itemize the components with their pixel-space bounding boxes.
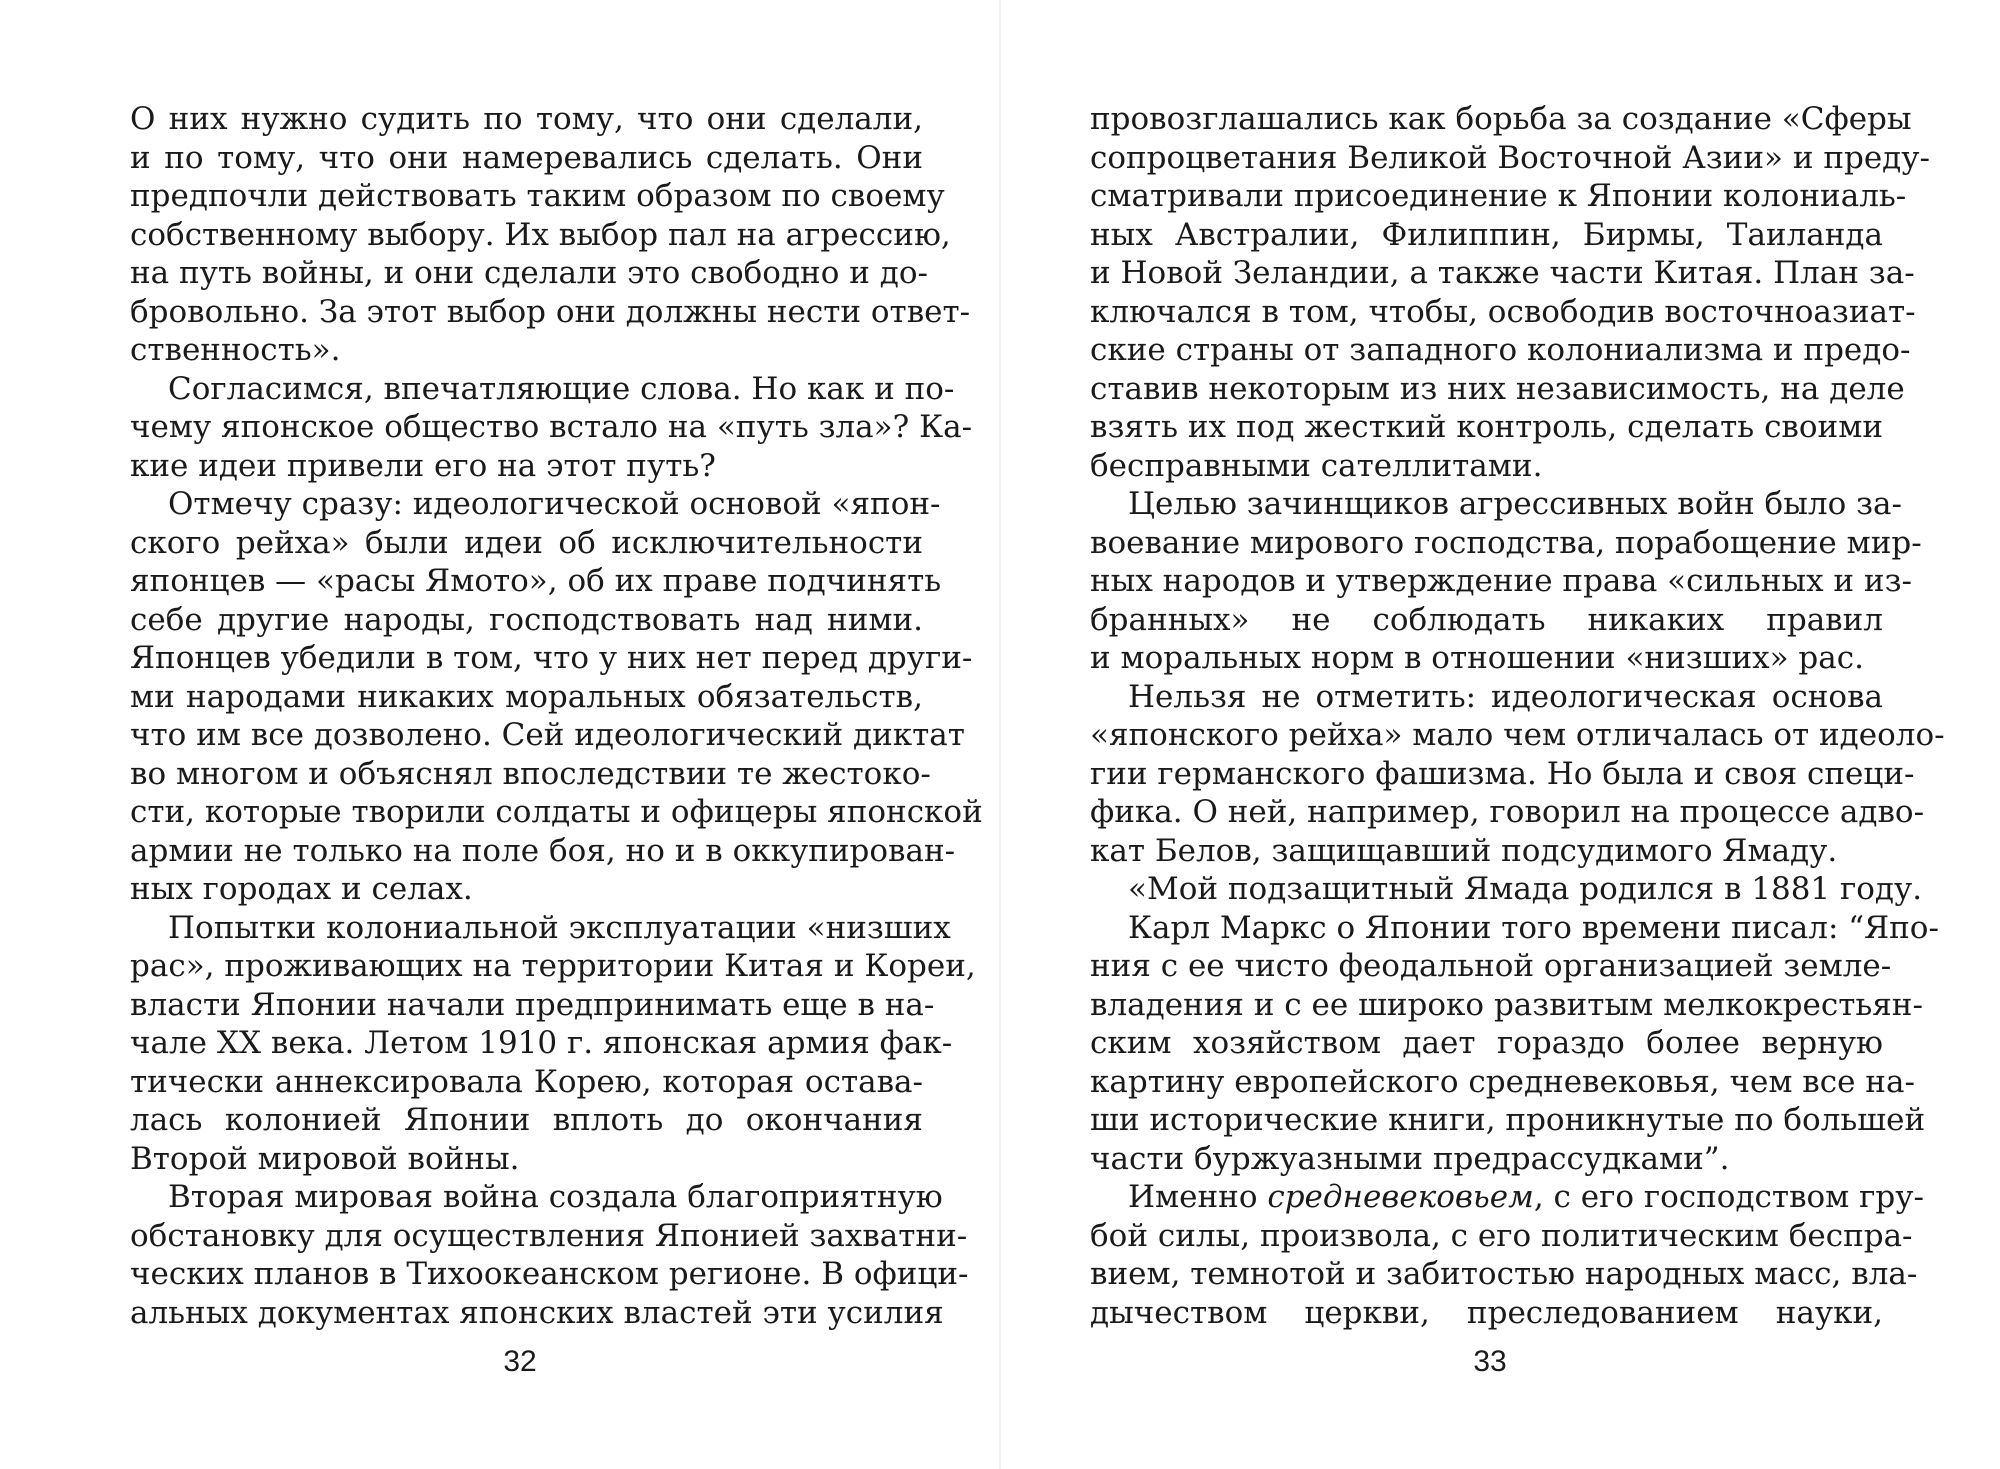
text-line: Отмечу сразу: идеологической основой «япон-	[168, 486, 941, 522]
text-line: тически аннексировала Корею, которая остава-	[130, 1063, 923, 1100]
text-line: вием, темнотой и забитостью народных масс, вла-	[1090, 1256, 1918, 1292]
text-line: Второй мировой войны.	[130, 1140, 520, 1177]
text-line: сопроцветания Великой Восточной Азии» и преду-	[1090, 139, 1930, 176]
text-line: кат Белов, защищавший подсудимого Ямаду.	[1090, 832, 1838, 869]
text-line: ши исторические книги, проникнутые по большей	[1090, 1102, 1926, 1138]
text-line: что им все дозволено. Сей идеологический диктат	[130, 717, 965, 753]
text-line: лась колонией Японии вплоть до окончания	[130, 1102, 923, 1138]
text-line: альных документах японских властей эти усилия	[130, 1294, 944, 1331]
text-line: гии германского фашизма. Но была и своя специ-	[1090, 755, 1915, 792]
text-fragment: , с его господством гру-	[1533, 1179, 1924, 1215]
text-line: чале XX века. Летом 1910 г. японская армия фак-	[130, 1025, 953, 1061]
text-line	[1090, 1178, 1924, 1217]
text-line: сматривали присоединение к Японии колониаль-	[1090, 178, 1907, 214]
text-line: власти Японии начали предпринимать еще в на-	[130, 986, 935, 1023]
text-line: и по тому, что они намеревались сделать. Они	[130, 139, 923, 176]
italic-emphasis: средневековьем	[1267, 1179, 1534, 1215]
text-line: части буржуазными предрассудками”.	[1090, 1140, 1730, 1177]
text-line: ния с ее чисто феодальной организацией земле-	[1090, 948, 1892, 984]
text-fragment: Именно	[1128, 1179, 1258, 1215]
text-line: ские страны от западного колониализма и предо-	[1090, 332, 1911, 368]
text-line: Попытки колониальной эксплуатации «низших	[168, 909, 951, 946]
text-line: Согласимся, впечатляющие слова. Но как и по-	[168, 370, 955, 407]
text-line: Карл Маркс о Японии того времени писал: “Япо-	[1128, 909, 1939, 946]
text-line: «Мой подзащитный Ямада родился в 1881 году.	[1128, 871, 1923, 907]
text-line: провозглашались как борьба за создание «Сферы	[1090, 101, 1912, 137]
text-line: себе другие народы, господствовать над ними.	[130, 601, 923, 638]
text-line: бровольно. За этот выбор они должны нести ответ-	[130, 293, 971, 330]
left-page	[130, 100, 983, 1378]
text-line: и моральных норм в отношении «низших» рас.	[1090, 640, 1864, 676]
text-line: Нельзя не отметить: идеологическая основа	[1128, 678, 1883, 715]
text-line: ственность».	[130, 332, 341, 368]
page-number: 33	[1473, 1345, 1507, 1378]
text-line: чему японское общество встало на «путь зла»? Ка-	[130, 409, 973, 445]
text-line: армии не только на поле боя, но и в оккупирован-	[130, 832, 956, 869]
text-line: японцев — «расы Ямото», об их праве подчинять	[130, 563, 942, 599]
page-number: 32	[503, 1345, 537, 1378]
text-line: предпочли действовать таким образом по своему	[130, 178, 945, 214]
text-line: фика. О ней, например, говорил на процессе адво-	[1090, 794, 1925, 830]
text-line: Вторая мировая война создала благоприятную	[168, 1179, 943, 1215]
right-page-text	[1090, 100, 1945, 1331]
right-page	[1090, 100, 1945, 1378]
text-line: кие идеи привели его на этот путь?	[130, 447, 716, 484]
text-line: ных городах и селах.	[130, 871, 473, 907]
text-line: воевание мирового господства, порабощение мир-	[1090, 524, 1922, 561]
text-line: ским хозяйством дает гораздо более верную	[1090, 1025, 1883, 1061]
text-line: ных народов и утверждение права «сильных и из-	[1090, 563, 1912, 599]
text-line: ского рейха» были идеи об исключительности	[130, 524, 923, 561]
text-line: собственному выбору. Их выбор пал на агрессию,	[130, 216, 951, 253]
text-line: взять их под жесткий контроль, сделать своими	[1090, 409, 1883, 445]
text-line: и Новой Зеландии, а также части Китая. План за-	[1090, 255, 1915, 291]
text-line: ных Австралии, Филиппин, Бирмы, Таиланда	[1090, 216, 1883, 253]
text-line: бранных» не соблюдать никаких правил	[1090, 601, 1883, 638]
text-line: картину европейского средневековья, чем все на-	[1090, 1063, 1915, 1100]
book-gutter	[999, 0, 1001, 1469]
text-line: О них нужно судить по тому, что они сделали,	[130, 101, 923, 137]
text-line: сти, которые творили солдаты и офицеры японской	[130, 794, 983, 830]
text-line: дычеством церкви, преследованием науки,	[1090, 1294, 1883, 1331]
text-line: ческих планов в Тихоокеанском регионе. В офици-	[130, 1256, 969, 1292]
text-line: владения и с ее широко развитым мелкокрестьян-	[1090, 986, 1923, 1023]
text-line: ключался в том, чтобы, освободив восточноазиат-	[1090, 293, 1916, 330]
left-page-text	[130, 100, 983, 1331]
text-line: Целью зачинщиков агрессивных войн было за-	[1128, 486, 1902, 522]
text-line: ставив некоторым из них независимость, на деле	[1090, 370, 1905, 407]
text-line: рас», проживающих на территории Китая и Кореи,	[130, 948, 976, 984]
text-line: на путь войны, и они сделали это свободно и до-	[130, 255, 928, 291]
text-line: обстановку для осуществления Японией захватни-	[130, 1217, 968, 1254]
text-line: бесправными сателлитами.	[1090, 447, 1543, 484]
text-line: ми народами никаких моральных обязательств,	[130, 678, 923, 715]
text-line: Японцев убедили в том, что у них нет перед други-	[130, 640, 973, 676]
text-line: во многом и объяснял впоследствии те жестоко-	[130, 755, 931, 792]
text-line: «японского рейха» мало чем отличалась от идеоло-	[1090, 717, 1945, 753]
text-line: бой силы, произвола, с его политическим беспра-	[1090, 1217, 1913, 1254]
